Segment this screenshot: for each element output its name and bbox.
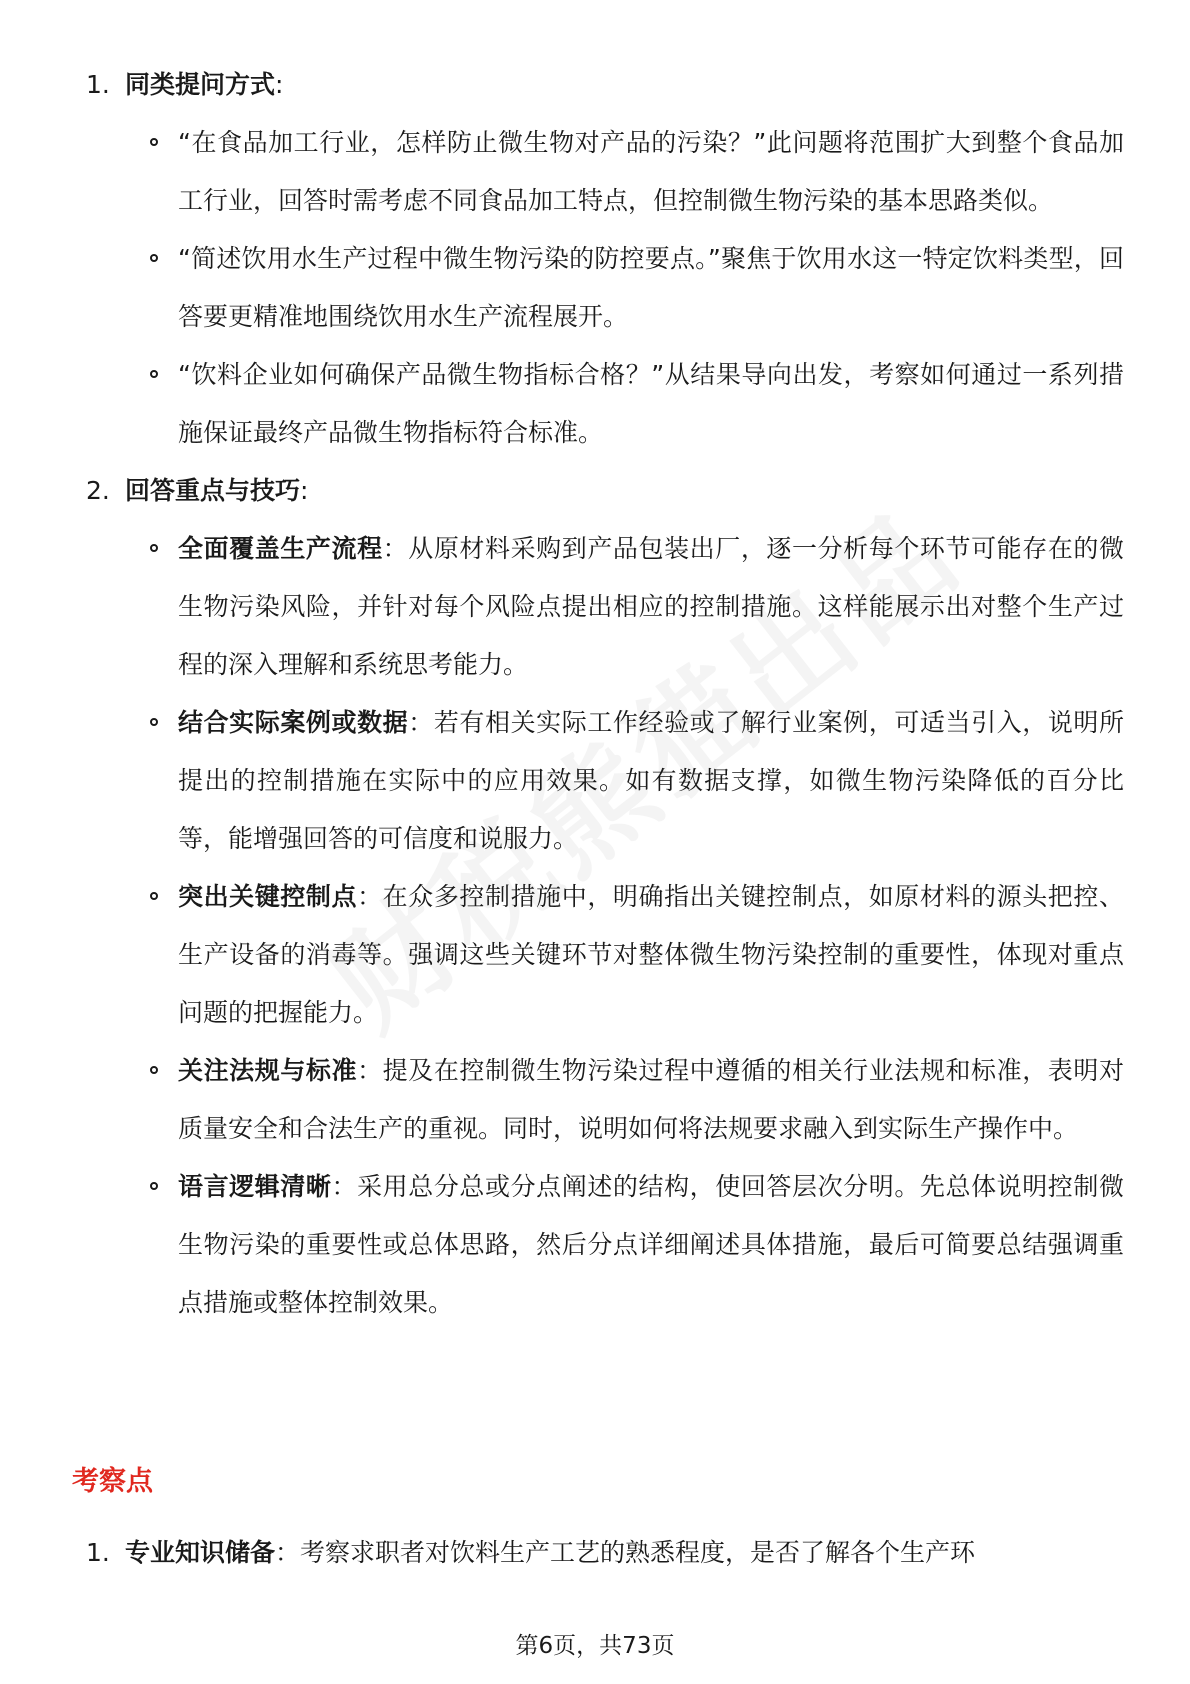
numbered-list [0,56,1190,1332]
bullet-text: ：若有相关实际工作经验或了解行业案例，可适当引入，说明所提出的控制措施在实际中的应用效果。如有数据支撑，如微生物污染降低的百分比等，能增强回答的可信度和说服力。 [178,708,1124,853]
bullet-text: “简述饮用水生产过程中微生物污染的防控要点。”聚焦于饮用水这一特定饮料类型，回答要更精准地围绕饮用水生产流程展开。 [178,244,1124,331]
list-number: 1. [86,70,110,99]
bullet-item [178,346,1124,462]
list-number: 2. [86,476,110,505]
bullet-list [0,520,1190,1332]
bullet-circle-icon [150,138,158,146]
bullet-text: ：采用总分总或分点阐述的结构，使回答层次分明。先总体说明控制微生物污染的重要性或总体思路，然后分点详细阐述具体措施，最后可简要总结强调重点措施或整体控制效果。 [178,1172,1124,1317]
list-item-title: 专业知识储备 [125,1538,276,1567]
list-item-title: 回答重点与技巧 [125,476,301,505]
list-item [0,56,1190,462]
bullet-item [178,694,1124,868]
bullet-text: ：在众多控制措施中，明确指出关键控制点，如原材料的源头把控、生产设备的消毒等。强调这些关键环节对整体微生物污染控制的重要性，体现对重点问题的把握能力。 [178,882,1124,1027]
list-item-title: 同类提问方式 [125,70,276,99]
bullet-text: “饮料企业如何确保产品微生物指标合格？”从结果导向出发，考察如何通过一系列措施保证最终产品微生物指标符合标准。 [178,360,1124,447]
bullet-item [178,520,1124,694]
section-title: 考察点 [72,1466,153,1497]
bullet-text: “在食品加工行业，怎样防止微生物对产品的污染？”此问题将范围扩大到整个食品加工行业，回答时需考虑不同食品加工特点，但控制微生物污染的基本思路类似。 [178,128,1124,215]
list-item [0,1524,1190,1582]
list-number: 1. [86,1538,110,1567]
bullet-circle-icon [150,718,158,726]
bullet-circle-icon [150,370,158,378]
list-item-text: ：考察求职者对饮料生产工艺的熟悉程度，是否了解各个生产环 [275,1538,976,1567]
bullet-item [178,1158,1124,1332]
bullet-bold-text: 全面覆盖生产流程 [178,534,383,563]
bullet-item [178,868,1124,1042]
bullet-item [178,230,1124,346]
page-number: 第6页，共73页 [515,1633,675,1659]
list-item-colon: : [275,70,284,99]
bullet-text: ：从原材料采购到产品包装出厂，逐一分析每个环节可能存在的微生物污染风险，并针对每个风险点提出相应的控制措施。这样能展示出对整个生产过程的深入理解和系统思考能力。 [178,534,1124,679]
bullet-bold-text: 结合实际案例或数据 [178,708,409,737]
list-item-heading [125,1524,1190,1582]
bullet-circle-icon [150,544,158,552]
list-item-colon: : [300,476,309,505]
bullet-bold-text: 语言逻辑清晰 [178,1172,332,1201]
bullet-circle-icon [150,1182,158,1190]
list-item-heading [125,56,1190,114]
numbered-list [0,1524,1190,1582]
bullet-bold-text: 突出关键控制点 [178,882,358,911]
bullet-circle-icon [150,254,158,262]
bullet-bold-text: 关注法规与标准 [178,1056,358,1085]
bullet-item [178,1042,1124,1158]
bullet-text: ：提及在控制微生物污染过程中遵循的相关行业法规和标准，表明对质量安全和合法生产的重视。同时，说明如何将法规要求融入到实际生产操作中。 [178,1056,1124,1143]
bullet-item [178,114,1124,230]
bullet-circle-icon [150,1066,158,1074]
bullet-circle-icon [150,892,158,900]
list-item-heading [125,462,1190,520]
list-item [0,462,1190,1332]
bullet-list [0,114,1190,462]
